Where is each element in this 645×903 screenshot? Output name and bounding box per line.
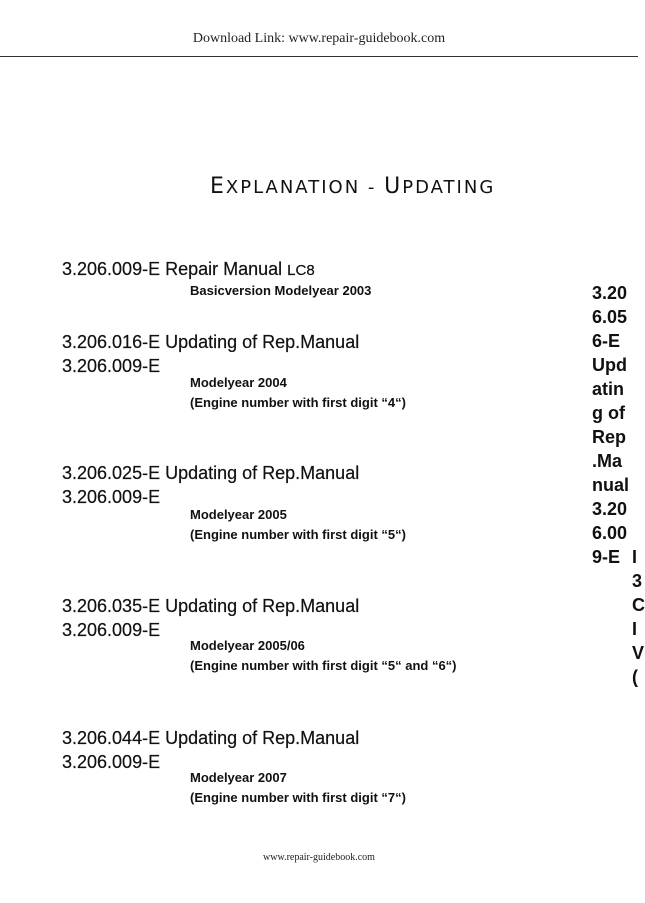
overflow-line: Rep (592, 427, 627, 447)
title-separator: - (360, 177, 385, 198)
manual-entry (62, 257, 372, 298)
overflow-clipped-line: C (632, 595, 645, 615)
entry-title: Updating of Rep.Manual (160, 332, 360, 352)
overflow-clipped-line: V (632, 643, 645, 663)
entry-engine-note: (Engine number with first digit “7“) (190, 790, 406, 805)
overflow-line: 3.20 (592, 283, 628, 303)
footer-link[interactable]: www.repair-guidebook.com (263, 852, 375, 863)
entry-code: 3.206.044-E (62, 728, 161, 748)
overflow-clipped-line: ( (632, 667, 638, 687)
entry-engine-note: (Engine number with first digit “4“) (190, 395, 406, 410)
entry-code: 3.206.009-E (62, 259, 161, 279)
title-word-2: PDATING (402, 177, 496, 198)
overflow-line: 6.05 (592, 307, 628, 327)
overflow-clipped-line: I (632, 619, 638, 639)
entry-modelyear: Modelyear 2005/06 (190, 638, 305, 653)
title-initial-1: E (210, 174, 226, 199)
overflow-line: g of (592, 403, 625, 423)
entry-code: 3.206.025-E (62, 463, 161, 483)
overflow-line: 6-E (592, 331, 621, 351)
entry-heading (62, 726, 359, 750)
entry-reference: 3.206.009-E (62, 487, 161, 507)
entry-heading (62, 461, 359, 485)
overflow-line: .Ma (592, 451, 623, 471)
entry-detail: Basicversion Modelyear 2003 (190, 283, 372, 298)
entry-title: Updating of Rep.Manual (160, 463, 360, 483)
entry-title: Repair Manual (160, 259, 288, 279)
entry-modelyear: Modelyear 2004 (190, 375, 287, 390)
overflow-line: 6.00 (592, 523, 628, 543)
overflow-column (592, 281, 638, 569)
manual-entry (62, 594, 457, 673)
overflow-clipped-line: I (632, 547, 638, 567)
manual-entry (62, 726, 406, 805)
manual-entry (62, 330, 406, 410)
title-initial-2: U (384, 174, 403, 199)
entry-heading (62, 594, 359, 618)
manual-entry (62, 461, 406, 542)
entry-code: 3.206.035-E (62, 596, 161, 616)
overflow-line: 9-E (592, 547, 621, 567)
title-word-1: XPLANATION (225, 177, 361, 198)
overflow-clipped-column (632, 545, 645, 689)
entry-engine-note: (Engine number with first digit “5“) (190, 527, 406, 542)
entry-title: Updating of Rep.Manual (160, 728, 360, 748)
entry-code: 3.206.016-E (62, 332, 161, 352)
download-link[interactable]: Download Link: www.repair-guidebook.com (192, 31, 446, 46)
entry-suffix: LC8 (287, 262, 315, 279)
overflow-line: nual (592, 475, 630, 495)
entry-heading (62, 330, 359, 354)
entry-reference: 3.206.009-E (62, 752, 161, 772)
overflow-clipped-line: 3 (632, 571, 643, 591)
entry-engine-note: (Engine number with first digit “5“ and “6“) (190, 658, 457, 673)
entry-modelyear: Modelyear 2005 (190, 507, 287, 522)
header-divider (0, 56, 638, 57)
entry-heading (62, 257, 315, 283)
entry-reference: 3.206.009-E (62, 356, 161, 376)
overflow-line: Upd (592, 355, 627, 375)
entry-modelyear: Modelyear 2007 (190, 770, 287, 785)
overflow-line: atin (592, 379, 625, 399)
entry-title: Updating of Rep.Manual (160, 596, 360, 616)
page-title (210, 174, 495, 199)
entry-reference: 3.206.009-E (62, 620, 161, 640)
overflow-line: 3.20 (592, 499, 628, 519)
